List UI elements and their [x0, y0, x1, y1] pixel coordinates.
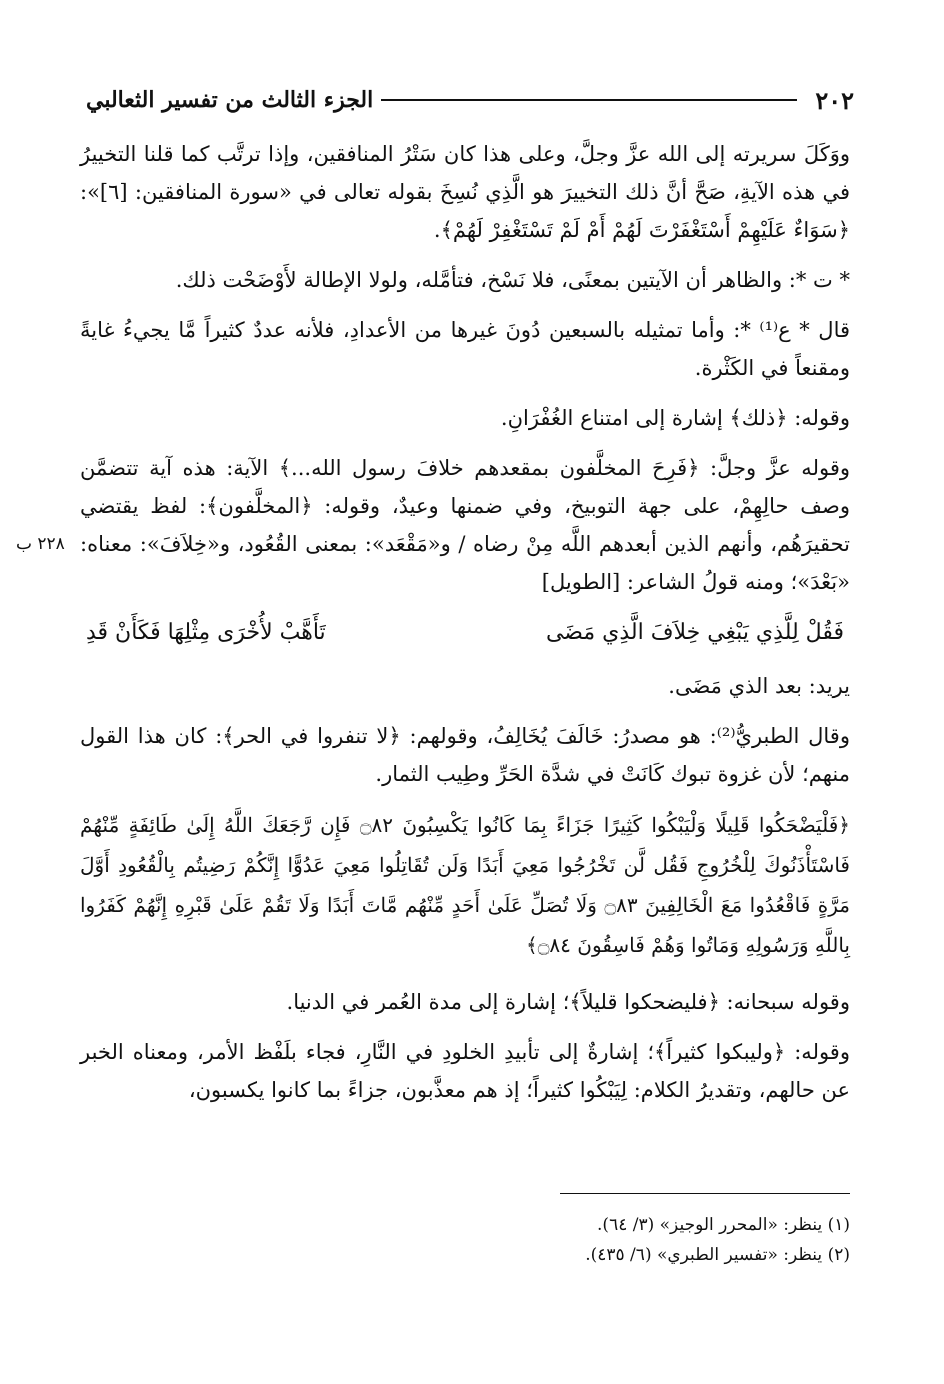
verse-second-hemistich: تَأَهَّبْ لأُخْرَى مِثْلِهَا فَكَأَنْ قَدِ — [86, 620, 326, 645]
header-rule — [381, 99, 797, 101]
paragraph-3: قال * ع⁽¹⁾ *: وأما تمثيله بالسبعين دُونَ غيرها من الأعدادِ، فلأنه عددٌ كثيراً مَّا يجيءُ غايةً ومقنعاً في الكَثْرة. — [80, 318, 851, 380]
paragraph-5: وقوله عزَّ وجلَّ: ﴿فَرِحَ المخلَّفون بمقعدهم خلافَ رسول الله...﴾ الآية: هذه آية تتضمَّن وصف حالِهِمْ، على جهة التوبيخ، وفي ضمنها وعيدٌ، وقوله: ﴿المخلَّفون﴾: لفظ يقتضي تحقيرَهُم، وأنهم الذين أبعدهم اللَّه مِنْ رضاه / و«مَقْعَد»: بمعنى القُعُود، و«خِلاَفَ»: معناه: «بَعْدَ»؛ ومنه قولُ الشاعر: [الطويل] — [80, 456, 850, 594]
paragraph-8: وقوله سبحانه: ﴿فليضحكوا قليلاً﴾؛ إشارة إلى مدة العُمر في الدنيا. — [286, 990, 850, 1014]
footnote-1: (١) ينظر: «المحرر الوجيز» (٣/ ٦٤). — [597, 1215, 850, 1235]
running-header — [86, 82, 854, 118]
paragraph-9: وقوله: ﴿وليبكوا كثيراً﴾؛ إشارةٌ إلى تأبيدِ الخلودِ في النَّارِ، فجاء بلَفْظ الأمر، ومعناه الخبر عن حالهم، وتقديرُ الكلام: لِيَبْكُوا كثيراً؛ إذ هم معذَّبون، جزاءً بما كانوا يكسبون، — [80, 1040, 850, 1102]
paragraph-1: ووَكَلَ سريرته إلى الله عزَّ وجلَّ، وعلى هذا كان سَتْرُ المنافقين، وإذا ترتَّب كما قلنا التخييرُ في هذه الآيةِ، صَحَّ أنَّ ذلك التخييرَ هو الَّذِي نُسِخَ بقوله تعالى في «سورة المنافقين: [٦]»: ﴿سَوَاءٌ عَلَيْهِمْ أَسْتَغْفَرْتَ لَهُمْ أَمْ لَمْ تَسْتَغْفِرْ لَهُمْ﴾. — [80, 142, 850, 242]
page-body — [16, 135, 851, 1121]
manuscript-folio-number: ٢٢٨ ب — [16, 534, 65, 554]
poetry-verse — [80, 613, 850, 653]
paragraph-7: وقال الطبريُّ⁽²⁾: هو مصدرُ: خَالَفَ يُخَالِفُ، وقولهم: ﴿لا تنفروا في الحر﴾: كان هذا القول منهم؛ لأن غزوة تبوك كَانَتْ في شدَّة الحَرِّ وطِيب الثمار. — [80, 724, 850, 786]
book-title: الجزء الثالث من تفسير الثعالبي — [86, 87, 374, 113]
footnote-2: (٢) ينظر: «تفسير الطبري» (٦/ ٤٣٥). — [585, 1245, 850, 1265]
verse-first-hemistich: فَقُلْ لِلَّذِي يَبْغِي خِلاَفَ الَّذِي مَضَى — [545, 620, 844, 645]
footnote-separator — [560, 1193, 850, 1194]
footnotes — [90, 1210, 850, 1270]
quran-verses: ﴿فَلْيَضْحَكُوا قَلِيلًا وَلْيَبْكُوا كَثِيرًا جَزَاءً بِمَا كَانُوا يَكْسِبُونَ ۝٨٢ فَإِن رَّجَعَكَ اللَّهُ إِلَىٰ طَائِفَةٍ مِّنْهُمْ فَاسْتَأْذَنُوكَ لِلْخُرُوجِ فَقُل لَّن تَخْرُجُوا مَعِيَ أَبَدًا وَلَن تُقَاتِلُوا مَعِيَ عَدُوًّا إِنَّكُمْ رَضِيتُم بِالْقُعُودِ أَوَّلَ مَرَّةٍ فَاقْعُدُوا مَعَ الْخَالِفِينَ ۝٨٣ وَلَا تُصَلِّ عَلَىٰ أَحَدٍ مِّنْهُم مَّاتَ أَبَدًا وَلَا تَقُمْ عَلَىٰ قَبْرِهِ إِنَّهُمْ كَفَرُوا بِاللَّهِ وَرَسُولِهِ وَمَاتُوا وَهُمْ فَاسِقُونَ ۝٨٤﴾ — [80, 813, 850, 957]
page-number: ٢٠٢ — [815, 85, 854, 115]
paragraph-6: يريد: بعد الذي مَضَى. — [668, 674, 850, 698]
paragraph-2: * ت *: والظاهر أن الآيتين بمعنًى، فلا نَسْخ، فتأمَّله، ولولا الإطالة لأَوْضَحْت ذلك. — [175, 268, 850, 292]
paragraph-5-wrap — [16, 449, 850, 601]
paragraph-4: وقوله: ﴿ذلك﴾ إشارة إلى امتناع الغُفْرَانِ. — [500, 406, 850, 430]
